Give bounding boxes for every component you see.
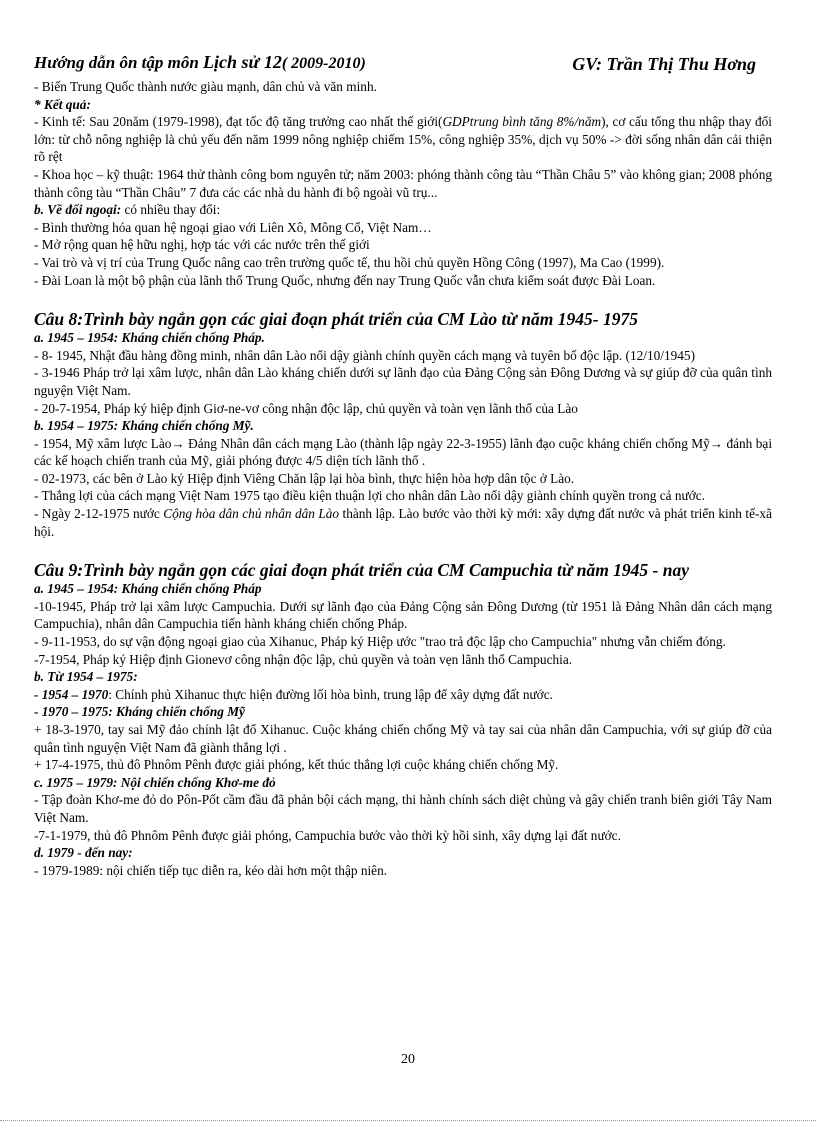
paragraph-economy (34, 113, 772, 166)
result-heading: * Kết quả: (34, 96, 91, 112)
text-italic: GDPtrung bình tăng 8%/năm (442, 114, 602, 130)
paragraph: + 17-4-1975, thủ đô Phnôm Pênh được giải phóng, kết thúc thắng lợi cuộc kháng chiến chống Mỹ. (34, 757, 559, 773)
text: - 1954, Mỹ xâm lược Lào (34, 435, 172, 451)
q9-section-b-heading: b. Từ 1954 – 1975: (34, 669, 138, 685)
paragraph: - Vai trò và vị trí của Trung Quốc nâng cao trên trường quốc tế, thu hồi chủ quyền Hồng Công (1997), Ma Cao (1999). (34, 254, 665, 270)
paragraph: - Thắng lợi của cách mạng Việt Nam 1975 tạo điều kiện thuận lợi cho nhân dân Lào nổi dậy giành chính quyền trong cả nước. (34, 488, 705, 504)
text: Đảng Nhân dân cách mạng Lào (thành lập ngày 22-3-1955) lãnh đạo cuộc kháng chiến chống Mỹ (188, 435, 710, 451)
text: có nhiều thay đổi: (121, 202, 221, 218)
paragraph: -7-1-1979, thủ đô Phnôm Pênh được giải phóng, Campuchia bước vào thời kỳ hồi sinh, xây dựng lại đất nước. (34, 827, 621, 843)
header-title: Hướng dẫn ôn tập môn (34, 53, 199, 72)
text: thành lập. Lào bước vào thời kỳ mới: xây dựng đất nước và phát triển kinh tế-xã hội. (34, 506, 772, 539)
page-header (34, 52, 772, 78)
paragraph: - 20-7-1954, Pháp ký hiệp định Giơ-ne-vơ công nhận độc lập, chủ quyền và toàn vẹn lãnh thổ của Lào (34, 400, 578, 416)
sub-heading: - 1954 – 1970 (34, 686, 109, 702)
paragraph: - 8- 1945, Nhật đầu hàng đồng minh, nhân dân Lào nổi dậy giành chính quyền cách mạng và tuyên bố độc lập. (12/10/1945) (34, 347, 695, 363)
paragraph (34, 686, 772, 704)
paragraph: - Đài Loan là một bộ phận của lãnh thổ Trung Quốc, nhưng đến nay Trung Quốc vẫn chưa kiểm soát được Đài Loan. (34, 272, 656, 288)
text: ), cơ cấu tổng thu nhập thay đổi lớn: từ chỗ nông nghiệp là chủ yếu đến năm 1999 nông nghiệp chiếm 15%, công nghiệp 35%, dịch vụ 50% -> đời sống nhân dân cải thiện rõ rệt (34, 114, 772, 165)
paragraph (34, 505, 772, 540)
header-subject: Lịch sử 12 (203, 52, 282, 72)
q8-section-a-heading: a. 1945 – 1954: Kháng chiến chống Pháp. (34, 330, 265, 346)
q9-section-a-heading: a. 1945 – 1954: Kháng chiến chống Pháp (34, 581, 262, 597)
page-number: 20 (401, 1052, 415, 1067)
paragraph: -10-1945, Pháp trở lại xâm lược Campuchia. Dưới sự lãnh đạo của Đảng Cộng sản Đông Dương (từ 1951 là Đảng Nhân dân cách mạng Campuchia), nhân dân Campuchia tiến hành kháng chiến chống Pháp. (34, 598, 772, 632)
document-body (34, 78, 772, 879)
header-year: ( 2009-2010) (281, 55, 366, 72)
paragraph: - 3-1946 Pháp trở lại xâm lược, nhân dân Lào kháng chiến dưới sự lãnh đạo của Đảng Cộng sản Đông Dương và sự giúp đỡ của quân tình nguyện Việt Nam. (34, 365, 772, 398)
paragraph: - 9-11-1953, do sự vận động ngoại giao của Xihanuc, Pháp ký Hiệp ước "trao trả độc lập cho Campuchia" nhưng vẫn chiếm đóng. (34, 634, 726, 650)
q8-section-b-heading: b. 1954 – 1975: Kháng chiến chống Mỹ. (34, 418, 254, 434)
text: : Chính phủ Xihanuc thực hiện đường lối hòa bình, trung lập để xây dựng đất nước. (108, 686, 553, 702)
paragraph: - Bình thường hóa quan hệ ngoại giao với Liên Xô, Mông Cổ, Việt Nam… (34, 219, 432, 235)
paragraph: - 1979-1989: nội chiến tiếp tục diễn ra, kéo dài hơn một thập niên. (34, 862, 388, 878)
text: - Kinh tế: Sau 20năm (1979-1998), đạt tốc độ tăng trưởng cao nhất thế giới( (34, 114, 443, 130)
text-italic: Cộng hòa dân chủ nhân dân Lào (163, 506, 340, 522)
paragraph-science: - Khoa học – kỹ thuật: 1964 thử thành công bom nguyên tử; năm 2003: phóng thành công tàu “Thần Châu 5” vào không gian; 2008 phóng thành công tàu “Thần Châu” 7 đưa các các nhà du hành đi bộ ngoài vũ trụ... (34, 166, 772, 200)
foreign-affairs-line (34, 201, 772, 219)
paragraph: - 02-1973, các bên ở Lào ký Hiệp định Viêng Chăn lập lại hòa bình, thực hiện hòa hợp dân tộc ở Lào. (34, 470, 575, 486)
paragraph: - Mở rộng quan hệ hữu nghị, hợp tác với các nước trên thế giới (34, 237, 370, 253)
arrow-icon: → (709, 435, 724, 451)
paragraph: - Biến Trung Quốc thành nước giàu mạnh, dân chủ và văn minh. (34, 79, 377, 94)
paragraph: + 18-3-1970, tay sai Mỹ đảo chính lật đổ Xihanuc. Cuộc kháng chiến chống Mỹ và tay sai của nhân dân Campuchia, với sự giúp đỡ của quân tình nguyện Việt Nam đã giành thắng lợi . (34, 722, 772, 755)
foreign-heading: b. Về đối ngoại: (34, 202, 122, 218)
arrow-icon: → (171, 435, 185, 451)
q9-section-d-heading: d. 1979 - đến nay: (34, 845, 133, 861)
q9-sub-heading: - 1970 – 1975: Kháng chiến chống Mỹ (34, 704, 245, 720)
text: đánh bại các kế hoạch chiến tranh của Mỹ, giải phóng được 4/5 diện tích lãnh thổ . (34, 435, 773, 469)
q9-section-c-heading: c. 1975 – 1979: Nội chiến chống Khơ-me đỏ (34, 774, 276, 790)
question-9-title: Câu 9:Trình bày ngắn gọn các giai đoạn phát triển của CM Campuchia từ năm 1945 - nay (34, 560, 690, 581)
document-page (34, 52, 772, 879)
paragraph-with-arrows (34, 435, 772, 470)
paragraph: -7-1954, Pháp ký Hiệp định Gionevơ công nhận độc lập, chủ quyền và toàn vẹn lãnh thổ Campuchia. (34, 651, 573, 667)
paragraph: - Tập đoàn Khơ-me đỏ do Pôn-Pốt cầm đầu đã phản bội cách mạng, thi hành chính sách diệt chủng và gây chiến tranh biên giới Tây Nam Việt Nam. (34, 792, 772, 825)
header-title-group (34, 52, 366, 73)
text: - Ngày 2-12-1975 nước (34, 506, 164, 522)
question-8-title: Câu 8:Trình bày ngắn gọn các giai đoạn phát triển của CM Lào từ năm 1945- 1975 (34, 309, 638, 330)
header-teacher: GV: Trần Thị Thu Hơng (572, 54, 756, 74)
page-divider (0, 1120, 816, 1121)
